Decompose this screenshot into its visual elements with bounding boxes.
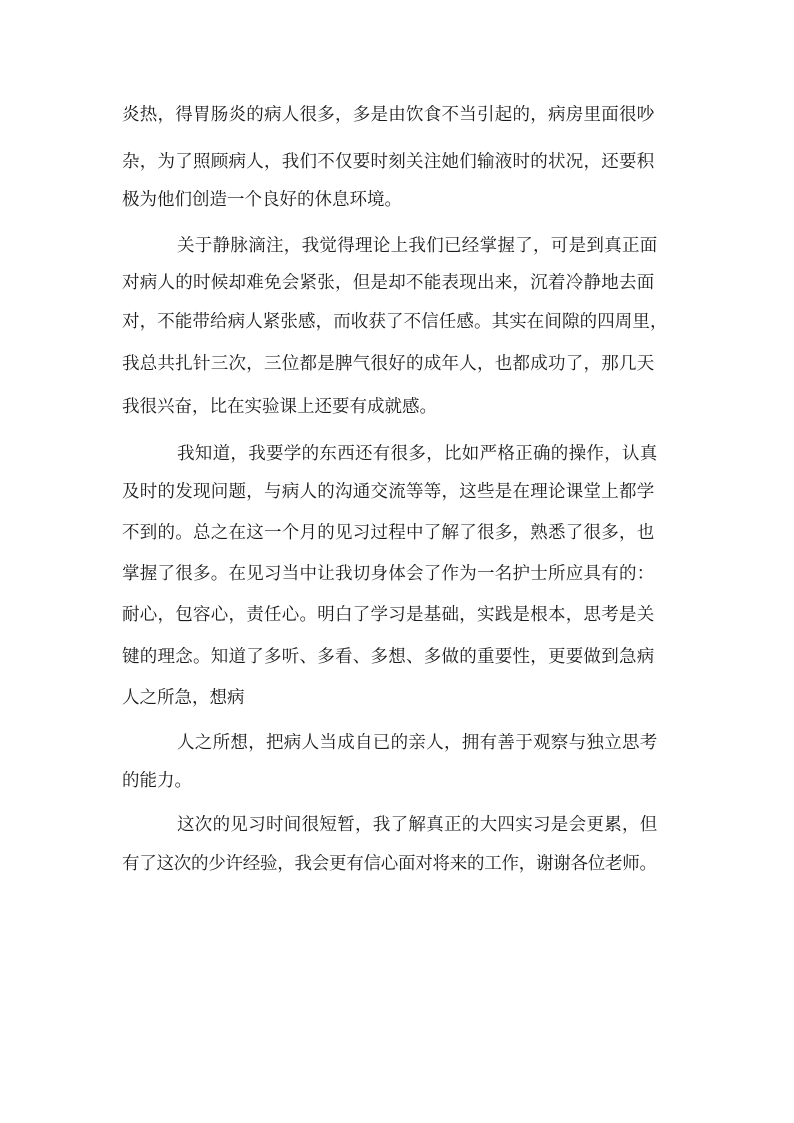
text-line: 人之所想，把病人当成自已的亲人，拥有善于观察与独立思考 <box>177 733 658 753</box>
text-line: 对病人的时候却难免会紧张，但是却不能表现出来，沉着冷静地去面 <box>122 273 655 293</box>
text-line: 我总共扎针三次，三位都是脾气很好的成年人，也都成功了，那几天 <box>122 354 655 374</box>
text-line: 对，不能带给病人紧张感，而收获了不信任感。其实在间隙的四周里， <box>122 312 668 332</box>
text-line: 炎热，得胃肠炎的病人很多，多是由饮食不当引起的，病房里面很吵 <box>122 105 655 125</box>
text-line: 关于静脉滴注，我觉得理论上我们已经掌握了，可是到真正面 <box>177 236 658 256</box>
text-line: 键的理念。知道了多听、多看、多想、多做的重要性，更要做到急病 <box>122 647 655 667</box>
text-line: 的能力。 <box>122 771 192 791</box>
text-line: 我知道，我要学的东西还有很多，比如严格正确的操作，认真 <box>177 444 658 464</box>
text-line: 我很兴奋，比在实验课上还要有成就感。 <box>122 397 437 417</box>
text-line: 掌握了很多。在见习当中让我切身体会了作为一名护士所应具有的： <box>122 564 655 584</box>
text-line: 极为他们创造一个良好的休息环境。 <box>122 190 402 210</box>
text-line: 及时的发现问题，与病人的沟通交流等等，这些是在理论课堂上都学 <box>122 482 655 502</box>
text-line: 杂，为了照顾病人，我们不仅要时刻关注她们输液时的状况，还要积 <box>122 152 655 172</box>
text-line: 耐心，包容心，责任心。明白了学习是基础，实践是根本，思考是关 <box>122 605 655 625</box>
text-line: 人之所急，想病 <box>122 688 245 708</box>
text-line: 有了这次的少许经验，我会更有信心面对将来的工作，谢谢各位老师。 <box>122 854 657 874</box>
text-line: 不到的。总之在这一个月的见习过程中了解了很多，熟悉了很多，也 <box>122 523 655 543</box>
text-line: 这次的见习时间很短暂，我了解真正的大四实习是会更累，但 <box>177 815 658 835</box>
